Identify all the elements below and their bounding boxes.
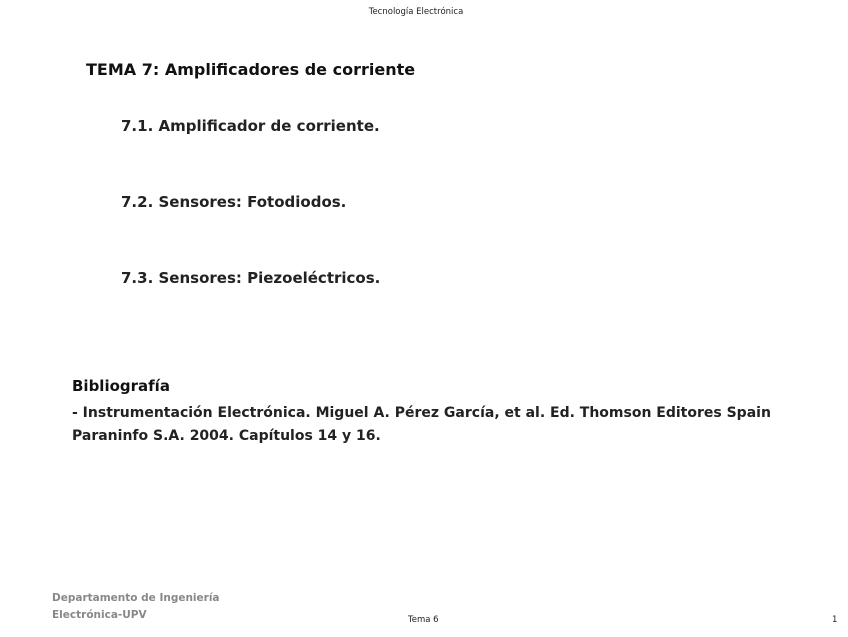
footer-department-line2: Electrónica-UPV (52, 609, 147, 621)
section-item-7-3: 7.3. Sensores: Piezoeléctricos. (121, 269, 381, 287)
section-item-7-1: 7.1. Amplificador de corriente. (121, 117, 380, 135)
section-list (121, 116, 380, 344)
bibliography (72, 376, 772, 448)
page-number: 1 (832, 615, 838, 625)
footer-department-line1: Departamento de Ingeniería (52, 592, 220, 604)
header-title: Tecnología Electrónica (368, 7, 464, 17)
page-title: TEMA 7: Amplificadores de corriente (86, 60, 416, 79)
bibliography-heading: Bibliografía (72, 377, 170, 395)
footer-topic: Tema 6 (408, 615, 439, 625)
bibliography-entry-line2: Paraninfo S.A. 2004. Capítulos 14 y 16. (72, 428, 381, 444)
bibliography-entry-line1: - Instrumentación Electrónica. Miguel A. Pérez García, et al. Ed. Thomson Editores Spain (72, 405, 771, 421)
section-item-7-2: 7.2. Sensores: Fotodiodos. (121, 193, 347, 211)
footer-department (52, 590, 220, 624)
